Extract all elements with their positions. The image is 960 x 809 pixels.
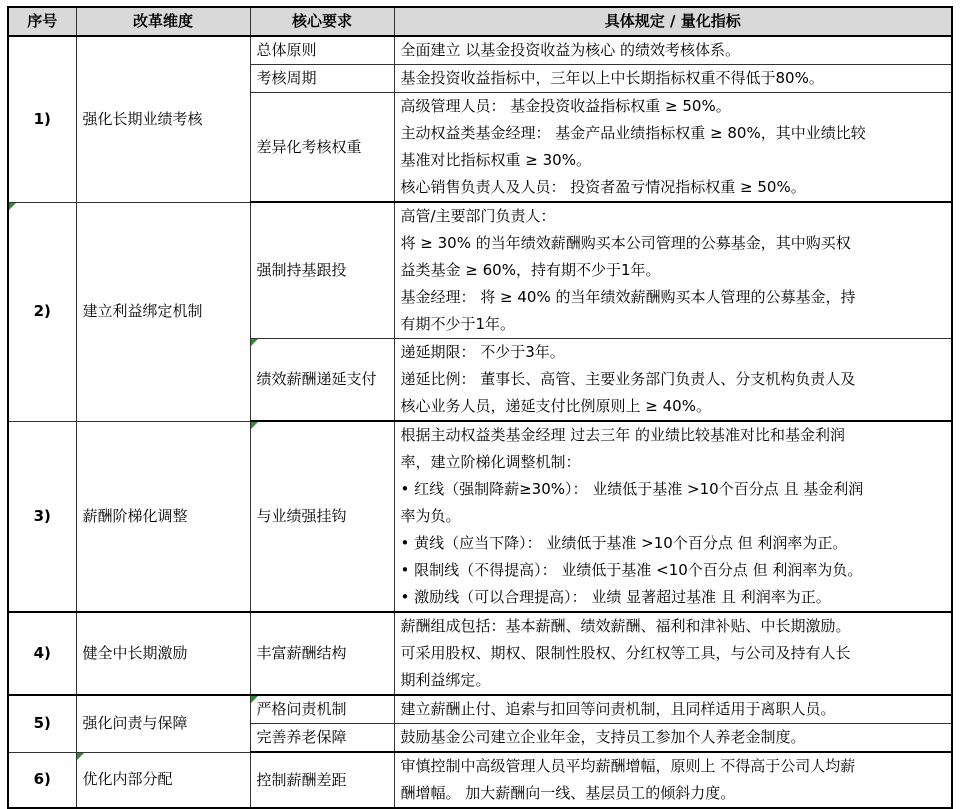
- spec-line: 建立薪酬止付、追索与扣回等问责机制，且同样适用于离职人员。: [400, 700, 836, 718]
- spec-line: 可采用股权、期权、限制性股权、分红权等工具，与公司及持有人长: [400, 644, 851, 662]
- table-row: [8, 695, 952, 724]
- spec-line: 全面建立 以基金投资收益为核心 的绩效考核体系。: [400, 41, 741, 59]
- specification: [394, 421, 952, 612]
- specification: [394, 202, 952, 339]
- spec-line: • 黄线（应当下降）： 业绩低于基准 >10个百分点 但 利润率为正。: [400, 534, 848, 552]
- row-index: 5): [8, 695, 76, 752]
- table-row: [8, 36, 952, 65]
- spec-line: 高级管理人员： 基金投资收益指标权重 ≥ 50%。: [400, 97, 731, 115]
- spec-line: • 激励线（可以合理提高）： 业绩 显著超过基准 且 利润率为正。: [400, 588, 831, 606]
- reform-dimension: 强化长期业绩考核: [76, 36, 250, 202]
- spec-line: 核心销售负责人及人员： 投资者盈亏情况指标权重 ≥ 50%。: [400, 178, 806, 196]
- spec-line: 根据主动权益类基金经理 过去三年 的业绩比较基准对比和基金利润: [400, 426, 846, 444]
- spec-line: 益类基金 ≥ 60%，持有期不少于1年。: [400, 261, 661, 279]
- reform-dimension: 建立利益绑定机制: [76, 202, 250, 421]
- core-requirement: 差异化考核权重: [250, 93, 394, 203]
- reform-dimension: 薪酬阶梯化调整: [76, 421, 250, 612]
- spec-line: • 红线（强制降薪≥30%）： 业绩低于基准 >10个百分点 且 基金利润: [400, 480, 864, 498]
- specification: [394, 695, 952, 724]
- core-requirement: 丰富薪酬结构: [250, 612, 394, 695]
- header-cell-specification: 具体规定 / 量化指标: [394, 7, 952, 36]
- spec-line: 率，建立阶梯化调整机制：: [400, 453, 581, 471]
- spec-line: 酬增幅。 加大薪酬向一线、基层员工的倾斜力度。: [400, 784, 736, 802]
- core-requirement: 强制持基跟投: [250, 202, 394, 339]
- row-index: 4): [8, 612, 76, 695]
- specification: [394, 612, 952, 695]
- specification: [394, 36, 952, 65]
- specification: [394, 724, 952, 753]
- spec-line: 基金投资收益指标中，三年以上中长期指标权重不得低于80%。: [400, 69, 824, 87]
- spec-line: 核心业务人员，递延支付比例原则上 ≥ 40%。: [400, 397, 711, 415]
- core-requirement: 控制薪酬差距: [250, 752, 394, 808]
- table-row: [8, 752, 952, 808]
- reform-dimension: 健全中长期激励: [76, 612, 250, 695]
- spec-line: 审慎控制中高级管理人员平均薪酬增幅，原则上 不得高于公司人均薪: [400, 757, 856, 775]
- specification: [394, 752, 952, 808]
- spec-line: 将 ≥ 30% 的当年绩效薪酬购买本公司管理的公募基金，其中购买权: [400, 234, 851, 252]
- reform-dimension: 优化内部分配: [76, 752, 250, 808]
- header-cell-requirement: 核心要求: [250, 7, 394, 36]
- header-row: [8, 7, 952, 36]
- policy-table: [7, 6, 953, 809]
- row-index: 2): [8, 202, 76, 421]
- table-row: [8, 612, 952, 695]
- spec-line: 有期不少于1年。: [400, 315, 516, 333]
- core-requirement: 考核周期: [250, 65, 394, 93]
- core-requirement: 总体原则: [250, 36, 394, 65]
- row-index: 6): [8, 752, 76, 808]
- spec-line: 高管/主要部门负责人：: [400, 207, 556, 225]
- spec-line: 期利益绑定。: [400, 671, 491, 689]
- row-index: 1): [8, 36, 76, 202]
- spec-line: 薪酬组成包括：基本薪酬、绩效薪酬、福利和津补贴、中长期激励。: [400, 617, 851, 635]
- spec-line: 率为负。: [400, 507, 461, 525]
- core-requirement: 严格问责机制: [250, 695, 394, 724]
- core-requirement: 绩效薪酬递延支付: [250, 339, 394, 422]
- spec-line: 基金经理： 将 ≥ 40% 的当年绩效薪酬购买本人管理的公募基金，持: [400, 288, 856, 306]
- row-index: 3): [8, 421, 76, 612]
- table-row: [8, 421, 952, 612]
- specification: [394, 93, 952, 203]
- reform-dimension: 强化问责与保障: [76, 695, 250, 752]
- table-row: [8, 202, 952, 339]
- spec-line: 基准对比指标权重 ≥ 30%。: [400, 151, 591, 169]
- core-requirement: 与业绩强挂钩: [250, 421, 394, 612]
- specification: [394, 339, 952, 422]
- spec-line: 鼓励基金公司建立企业年金，支持员工参加个人养老金制度。: [400, 728, 806, 746]
- header-cell-dimension: 改革维度: [76, 7, 250, 36]
- spec-line: • 限制线（不得提高）： 业绩低于基准 <10个百分点 但 利润率为负。: [400, 561, 863, 579]
- header-cell-index: 序号: [8, 7, 76, 36]
- spec-line: 主动权益类基金经理： 基金产品业绩指标权重 ≥ 80%，其中业绩比较: [400, 124, 866, 142]
- spec-line: 递延比例： 董事长、高管、主要业务部门负责人、分支机构负责人及: [400, 370, 856, 388]
- spec-line: 递延期限： 不少于3年。: [400, 343, 565, 361]
- specification: [394, 65, 952, 93]
- core-requirement: 完善养老保障: [250, 724, 394, 753]
